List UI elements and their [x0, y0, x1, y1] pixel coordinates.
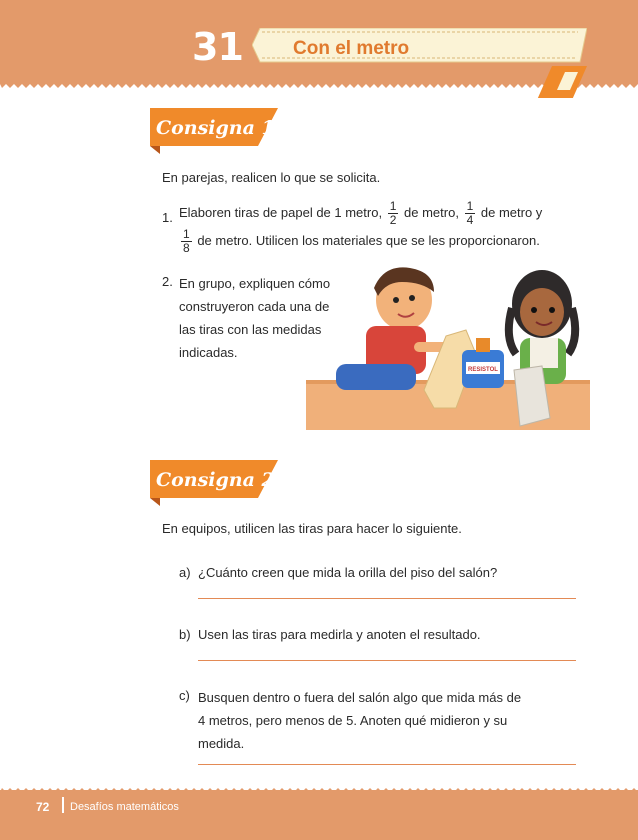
lesson-title: Con el metro — [293, 38, 410, 59]
item-c-line-3: medida. — [198, 736, 245, 751]
lesson-number: 31 — [192, 25, 243, 69]
item-a-marker: a) — [179, 565, 191, 580]
answer-line-a[interactable] — [198, 598, 576, 599]
book-title: Desafíos matemáticos — [70, 801, 179, 813]
consigna-1-label: Consigna 1 — [156, 117, 275, 139]
answer-line-c[interactable] — [198, 764, 576, 765]
item-a-text: ¿Cuánto creen que mida la orilla del piso del salón? — [198, 565, 498, 580]
item-2-line-3: las tiras con las medidas — [179, 322, 322, 337]
item-1-line-1 — [179, 200, 599, 227]
item-c-marker: c) — [179, 688, 190, 703]
consigna-2-intro: En equipos, utilicen las tiras para hacer lo siguiente. — [162, 521, 462, 536]
item-c-line-1: Busquen dentro o fuera del salón algo que mida más de — [198, 690, 522, 705]
item-2-line-4: indicadas. — [179, 345, 238, 360]
footer-band — [0, 790, 638, 840]
item-1-text-c: de metro y — [480, 204, 543, 220]
item-2-line-2: construyeron cada una de — [179, 299, 330, 314]
item-b-marker: b) — [179, 627, 191, 642]
fraction-one-quarter: $\frac{1}{4}$ — [466, 199, 474, 227]
item-1-marker: 1. — [162, 210, 173, 225]
jar-label: RESISTOL — [468, 367, 498, 373]
item-2-line-1: En grupo, expliquen cómo — [179, 276, 331, 291]
fraction-one-half: $\frac{1}{2}$ — [389, 199, 397, 227]
children-measuring-illustration — [306, 258, 590, 430]
item-1-text-a: Elaboren tiras de papel de 1 metro, — [179, 204, 383, 220]
item-1-text-b: de metro, — [404, 204, 459, 220]
consigna-1-intro: En parejas, realicen lo que se solicita. — [162, 170, 381, 185]
answer-line-b[interactable] — [198, 660, 576, 661]
item-c-text — [198, 686, 576, 755]
item-1-line-2 — [179, 228, 599, 255]
item-b-text: Usen las tiras para medirla y anoten el resultado. — [198, 627, 481, 642]
consigna-2-label: Consigna 2 — [156, 469, 275, 491]
item-c-line-2: 4 metros, pero menos de 5. Anoten qué midieron y su — [198, 713, 508, 728]
item-1-text-d: de metro. Utilicen los materiales que se les proporcionaron. — [197, 232, 540, 248]
fraction-one-eighth: $\frac{1}{8}$ — [183, 227, 190, 255]
item-2-marker: 2. — [162, 274, 173, 289]
footer-separator — [62, 797, 64, 813]
page-number: 72 — [36, 800, 50, 814]
